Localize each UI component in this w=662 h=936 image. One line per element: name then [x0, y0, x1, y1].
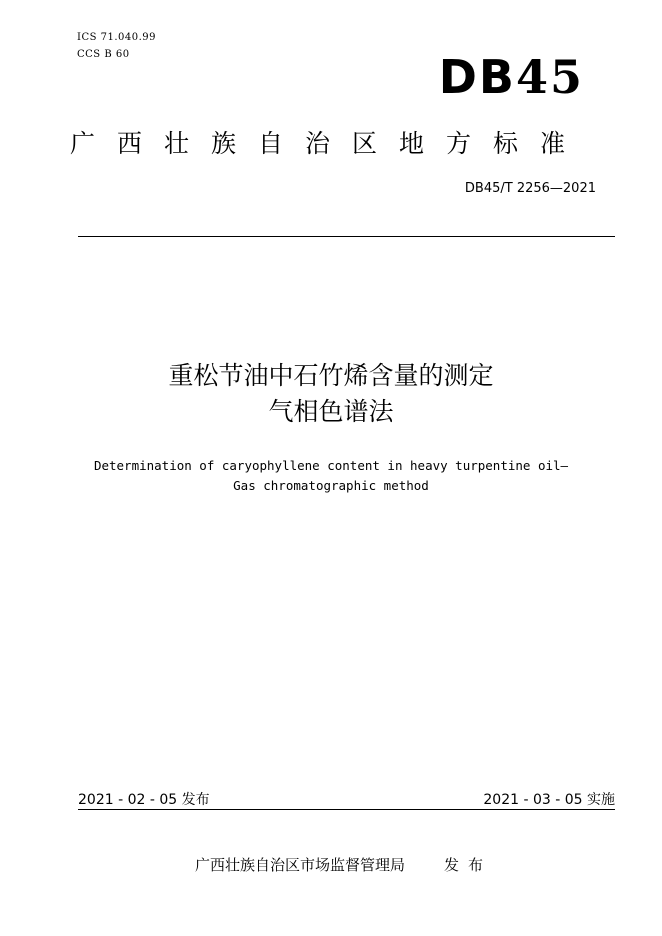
- standard-code: DB45/T 2256—2021: [464, 181, 596, 196]
- issue-label: 发布: [444, 856, 493, 874]
- bottom-divider: [78, 809, 615, 810]
- title-zh-line2: 气相色谱法: [268, 397, 394, 426]
- title-zh-line1: 重松节油中石竹烯含量的测定: [168, 361, 494, 390]
- logo-number: 45: [515, 50, 584, 104]
- title-en-line2: Gas chromatographic method: [233, 478, 429, 493]
- db45-logo: [438, 50, 584, 104]
- ccs-code: CCS B 60: [77, 49, 130, 60]
- publish-date: 2021 - 02 - 05 发布: [78, 792, 210, 808]
- standard-type: 广西壮族自治区地方标准: [70, 129, 588, 158]
- top-divider: [78, 236, 615, 237]
- logo-letters: DB: [438, 50, 516, 104]
- title-english: [0, 456, 662, 496]
- ics-code: ICS 71.040.99: [77, 32, 157, 43]
- title-en-line1: Determination of caryophyllene content in heavy turpentine oil—: [93, 458, 569, 473]
- title-chinese: [0, 358, 662, 430]
- issuing-authority: 广西壮族自治区市场监督管理局: [195, 856, 406, 874]
- implement-date: 2021 - 03 - 05 实施: [483, 792, 615, 808]
